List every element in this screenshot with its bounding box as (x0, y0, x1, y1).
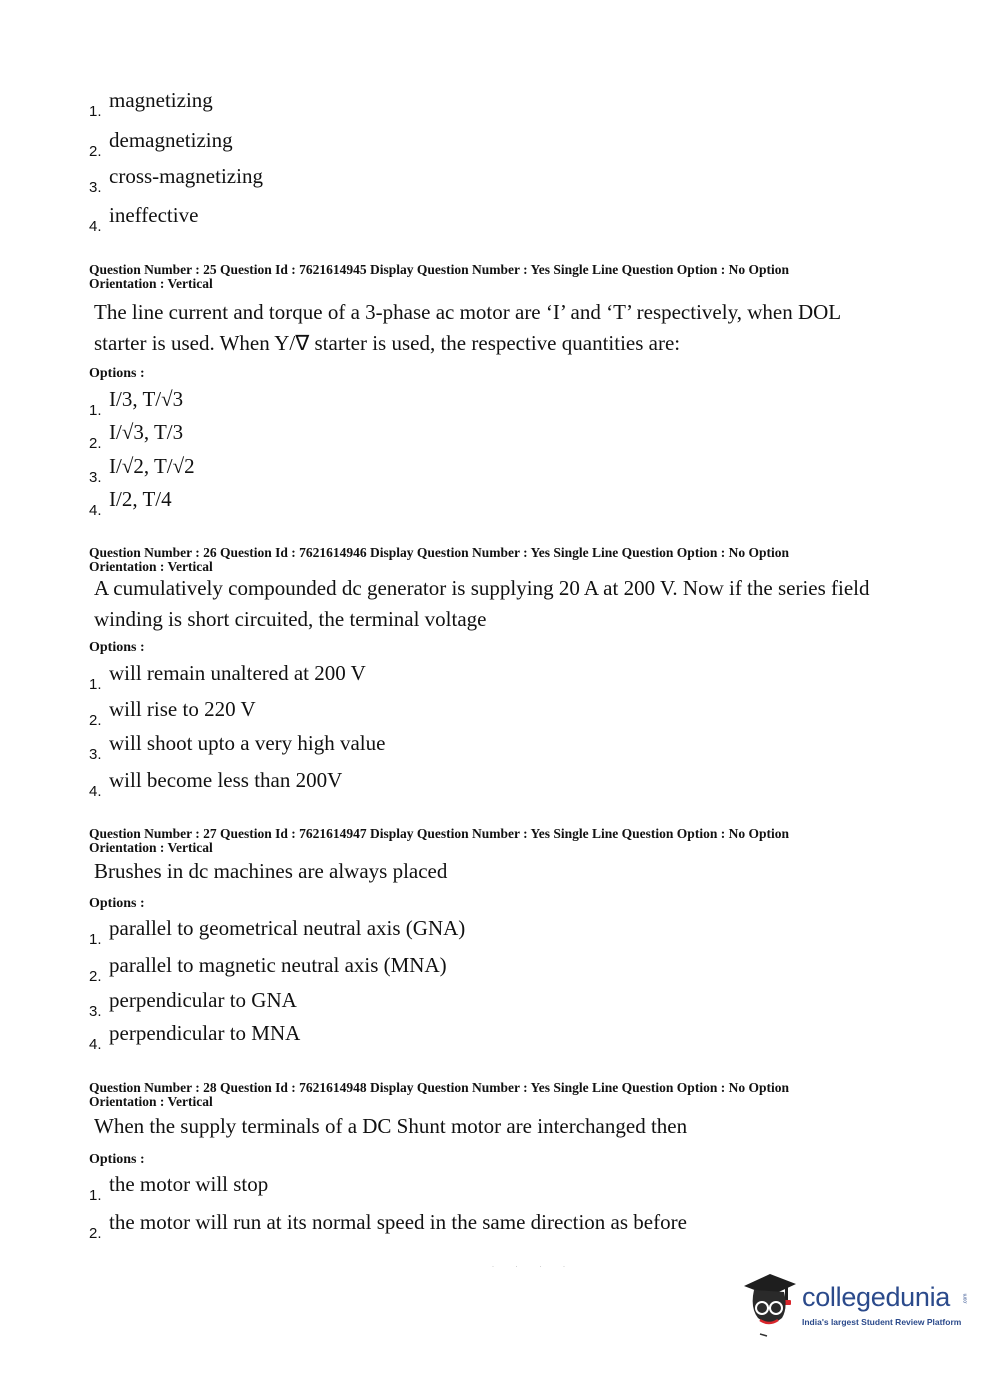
option-row (89, 420, 184, 452)
logo-domain-suffix: .com (962, 1293, 969, 1305)
option-number: 2. (89, 1225, 102, 1242)
option-text: parallel to magnetic neutral axis (MNA) (109, 953, 447, 977)
question-meta: Question Number : 26 Question Id : 7621614946 Display Question Number : Yes Single Line Question Option : No Option Orientation : Vertical (89, 545, 789, 574)
option-row (89, 164, 263, 196)
option-number: 3. (89, 1003, 102, 1020)
option-number: 4. (89, 783, 102, 800)
option-text: perpendicular to MNA (109, 1021, 301, 1045)
option-row (89, 88, 213, 120)
question-meta: Question Number : 25 Question Id : 7621614945 Display Question Number : Yes Single Line Question Option : No Option Orientation : Vertical (89, 262, 789, 291)
option-text: will rise to 220 V (109, 697, 256, 721)
option-text: the motor will stop (109, 1172, 269, 1196)
logo-wordmark: collegedunia (802, 1282, 951, 1312)
option-row (89, 1021, 301, 1053)
question-text: When the supply terminals of a DC Shunt motor are interchanged then (94, 1114, 688, 1138)
option-row (89, 953, 447, 985)
option-number: 2. (89, 435, 102, 452)
mascot-graduate-icon (740, 1268, 802, 1338)
option-number: 3. (89, 746, 102, 763)
option-number: 1. (89, 103, 102, 120)
option-row (89, 454, 195, 486)
option-row (89, 203, 199, 235)
option-row (89, 988, 297, 1020)
option-row (89, 768, 343, 800)
option-text: I/√2, T/√2 (109, 454, 195, 478)
option-text: the motor will run at its normal speed in the same direction as before (109, 1210, 687, 1234)
option-text: perpendicular to GNA (109, 988, 297, 1012)
option-row (89, 487, 172, 519)
option-number: 1. (89, 1187, 102, 1204)
options-label: Options : (89, 896, 145, 911)
option-text: parallel to geometrical neutral axis (GNA) (109, 916, 466, 940)
option-text: will become less than 200V (109, 768, 343, 792)
option-text: I/2, T/4 (109, 487, 172, 511)
option-row (89, 1172, 269, 1204)
option-row (89, 731, 386, 763)
collegedunia-logo (740, 1268, 970, 1338)
option-number: 3. (89, 469, 102, 486)
options-label: Options : (89, 1152, 145, 1167)
option-number: 4. (89, 1036, 102, 1053)
option-row (89, 697, 256, 729)
option-number: 2. (89, 712, 102, 729)
option-text: ineffective (109, 203, 199, 227)
option-number: 1. (89, 931, 102, 948)
option-text: magnetizing (109, 88, 213, 112)
option-number: 3. (89, 179, 102, 196)
option-number: 4. (89, 502, 102, 519)
option-text: cross-magnetizing (109, 164, 263, 188)
option-row (89, 387, 184, 419)
question-meta: Question Number : 27 Question Id : 7621614947 Display Question Number : Yes Single Line Question Option : No Option Orientation : Vertical (89, 826, 789, 855)
option-row (89, 916, 466, 948)
question-text: The line current and torque of a 3-phase ac motor are ‘I’ and ‘T’ respectively, when DOL starter is used. When Y/∇ starter is used, the respective quantities are: (94, 300, 841, 355)
options-label: Options : (89, 366, 145, 381)
option-text: demagnetizing (109, 128, 233, 152)
options-label: Options : (89, 640, 145, 655)
option-row (89, 1210, 687, 1242)
option-number: 2. (89, 968, 102, 985)
option-number: 1. (89, 676, 102, 693)
question-text: A cumulatively compounded dc generator is supplying 20 A at 200 V. Now if the series field winding is short circuited, the terminal voltage (94, 576, 870, 631)
question-text: Brushes in dc machines are always placed (94, 859, 448, 883)
option-text: will remain unaltered at 200 V (109, 661, 366, 685)
option-text: I/√3, T/3 (109, 420, 184, 444)
option-row (89, 128, 233, 160)
option-number: 2. (89, 143, 102, 160)
option-text: will shoot upto a very high value (109, 731, 386, 755)
option-number: 4. (89, 218, 102, 235)
option-number: 1. (89, 402, 102, 419)
scan-artifact-dots: · · · · (492, 1264, 575, 1270)
logo-tagline: India's largest Student Review Platform (802, 1317, 962, 1327)
question-meta: Question Number : 28 Question Id : 7621614948 Display Question Number : Yes Single Line Question Option : No Option Orientation : Vertical (89, 1080, 789, 1109)
option-row (89, 661, 366, 693)
option-text: I/3, T/√3 (109, 387, 184, 411)
